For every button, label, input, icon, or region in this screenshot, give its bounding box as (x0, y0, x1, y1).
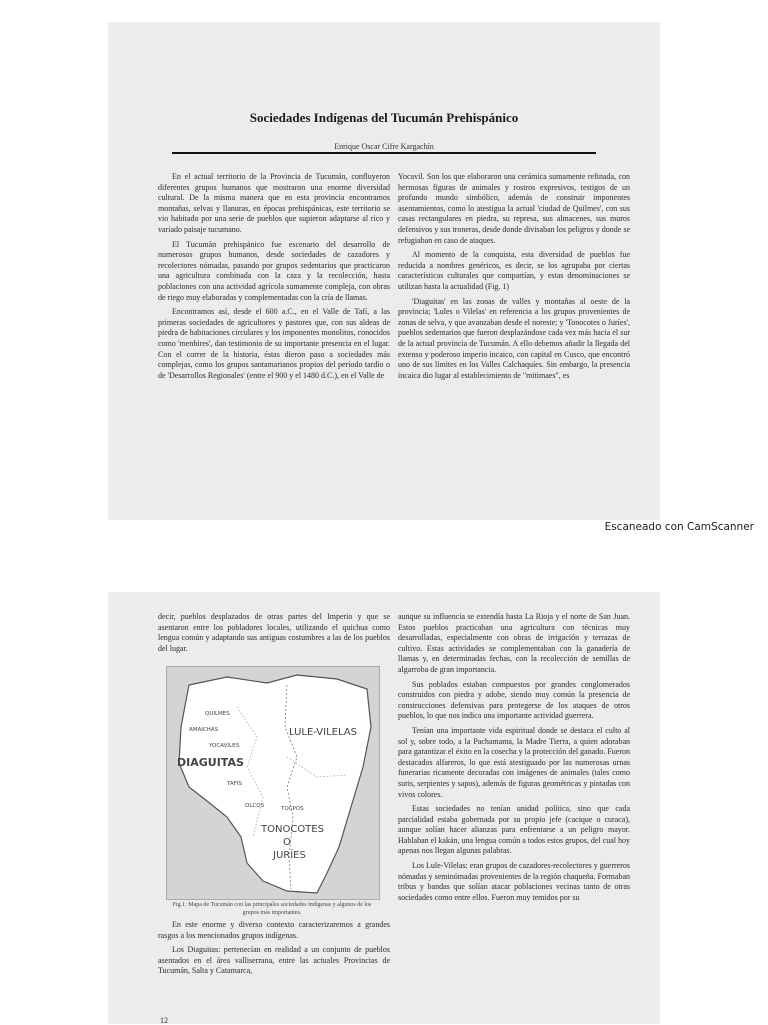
map-label-tocpos: TOCPOS (281, 806, 304, 812)
page2-left-bottom-text (158, 920, 390, 981)
map-label-tafis: TAFÍS (227, 781, 242, 787)
title-rule (172, 152, 596, 154)
map-label-olcos: OLCOS (245, 803, 265, 809)
map-label-amaichas: AMAICHAS (189, 727, 219, 733)
paragraph: Los Diaguitas: pertenecían en realidad a un conjunto de pueblos asentados en el área valliserrana, entre las actuales Provincias de Tucumán, Salta y Catamarca, (158, 945, 390, 976)
camscanner-watermark: Escaneado con CamScanner (604, 521, 754, 533)
article-author: Enrique Oscar Cifre Kargachín (334, 142, 434, 151)
map-label-quilmes: QUILMES (205, 711, 230, 717)
article-title: Sociedades Indígenas del Tucumán Prehispánico (249, 110, 519, 125)
paragraph: Al momento de la conquista, esta diversidad de pueblos fue reducida a nombres genéricos, es decir, se los agrupaba por ciertas características culturales que compartían, y estas denominaciones se utilizan hasta la actualidad (Fig. 1) (398, 250, 630, 291)
tucuman-map (166, 666, 380, 900)
paragraph: Estas sociedades no tenían unidad política, sino que cada parcialidad estaba gobernada por su propio jefe (cacique o curaca), aunque solían hacer alianzas para enfrentarse a un peligro mayor. Hablaban el kakán, una lengua común a todos estos grupos, del cual hoy apenas nos llegan algunas palabras. (398, 804, 630, 856)
page-number: 12 (160, 1016, 168, 1025)
paragraph: 'Diaguitas' en las zonas de valles y montañas al oeste de la provincia; 'Lules o Vilelas' en referencia a los grupos provenientes de zonas de selva, y que avanzaban desde el noreste; y 'Tonocotes o Juríes', pueblos sedentarios que fueron desplazándose cada vez más hacia el sur de la actual provincia de Tucumán. A ello debemos añadir la llegada del extenso y poderoso imperio incaico, con capital en Cusco, que encontró uno de sus límites en los Valles Calchaquíes. Sin embargo, la presencia incaica dio lugar al establecimiento de "mitimaes", es (398, 296, 630, 380)
map-label-yocaviles: YOCAVILES (209, 743, 240, 749)
scanned-page-2 (108, 592, 660, 1024)
paragraph: Los Lule-Vilelas: eran grupos de cazadores-recolectores y guerreros nómadas y seminómadas provenientes de la región chaqueña. Formaban tribus y bandas que solían atacar poblaciones vecinas tanto de otras sociedades como entre ellos. Fueron muy temidos por su (398, 861, 630, 902)
paragraph: El Tucumán prehispánico fue escenario del desarrollo de numerosos grupos humanos, desde sociedades de cazadores y recolectores nómadas, pasando por grupos sedentarios que practicaron una agricultura combinada con la caza y la recolección, hasta poblaciones con una actividad agrícola sumamente compleja, con obras de riego muy elaboradas y complementadas con la cría de llamas. (158, 239, 390, 302)
map-label-diaguitas: DIAGUITAS (177, 756, 244, 769)
page1-left-column (158, 172, 390, 385)
map-label-tonocotes: TONOCOTES (261, 824, 324, 835)
paragraph: En el actual territorio de la Provincia de Tucumán, confluyeron diferentes grupos humanos que mostraron una enorme diversidad cultural. De la misma manera que en esta provincia encontramos montañas, selvas y llanuras, en épocas prehispánicas, este territorio se vio habitado por una serie de pueblos que supieron adaptarse al rico y variado paisaje tucumano. (158, 172, 390, 234)
page2-left-top-text (158, 612, 390, 658)
map-label-juries: JURÍES (273, 850, 306, 861)
paragraph: decir, pueblos desplazados de otras partes del Imperio y que se asentaron entre los pobladores locales, utilizando el quichua como lengua común y adaptando sus antiguas costumbres a las de los pueblos del lugar. (158, 612, 390, 653)
page1-right-column (398, 172, 630, 385)
scanned-page-1 (108, 22, 660, 520)
paragraph: Encontramos así, desde el 600 a.C., en el Valle de Tafí, a las primeras sociedades de agricultores y pastores que, con sus aldeas de piedra de habitaciones circulares y los imponentes monolitos, conocidos como 'menhires', dan testimonio de su importante presencia en el lugar. Con el correr de la historia, éstas dieron paso a sociedades más complejas, como los grupos santamarianos propios del período tardío o de 'Desarrollos Regionales' (entre el 900 y el 1480 d.C.), en el Valle de (158, 307, 390, 380)
paragraph: Sus poblados estaban compuestos por grandes conglomerados construidos con piedra y adobe, siendo muy común la presencia de construcciones defensivas para protegerse de los ataques de otros pueblos, lo que nos indica una importante actividad guerrera. (398, 679, 630, 721)
page2-right-column (398, 612, 630, 907)
map-label-lule-vilelas: LULE-VILELAS (289, 727, 357, 738)
map-label-o: O (283, 837, 291, 848)
paragraph: En este enorme y diverso contexto caracterizaremos a grandes rasgos a los mencionados grupos indígenas. (158, 920, 390, 940)
map-graphic (167, 667, 379, 899)
paragraph: aunque su influencia se extendía hasta La Rioja y el norte de San Juan. Estos pueblos practicaban una agricultura con técnicas muy desarrolladas, especialmente con obras de irrigación y terrazas de cultivo. Estas actividades se complementaban con la ganadería de llamas y, en determinadas fechas, con la recolección de semillas de algarroba de gran importancia. (398, 612, 630, 674)
figure-caption: Fig.1: Mapa de Tucumán con las principales sociedades indígenas y algunos de los grupos más importantes. (172, 902, 372, 916)
paragraph: Tenían una importante vida espiritual donde se destaca el culto al sol y, sobre todo, a la Pachamama, la Madre Tierra, a quien adoraban para garantizar el éxito en la cosecha y la protección del ganado. Fueron destacados alfareros, lo que está atestiguado por las numerosas urnas funerarias ricamente decoradas con imágenes de animales (tales como suris, serpientes y sapos), además de figuras geométricas y pintadas con vivos colores. (398, 725, 630, 799)
paragraph: Yocavil. Son los que elaboraron una cerámica sumamente refinada, con hermosas figuras de animales y rostros expresivos, testigos de un profundo mundo simbólico, además de construir imponentes asentamientos, como lo atestigua la actual 'ciudad de Quilmes', con sus casas rectangulares en piedra, su represa, sus almacenes, sus muros defensivos y sus troneras, desde donde divisaban los peligros y donde se refugiaban en caso de ataques. (398, 172, 630, 245)
